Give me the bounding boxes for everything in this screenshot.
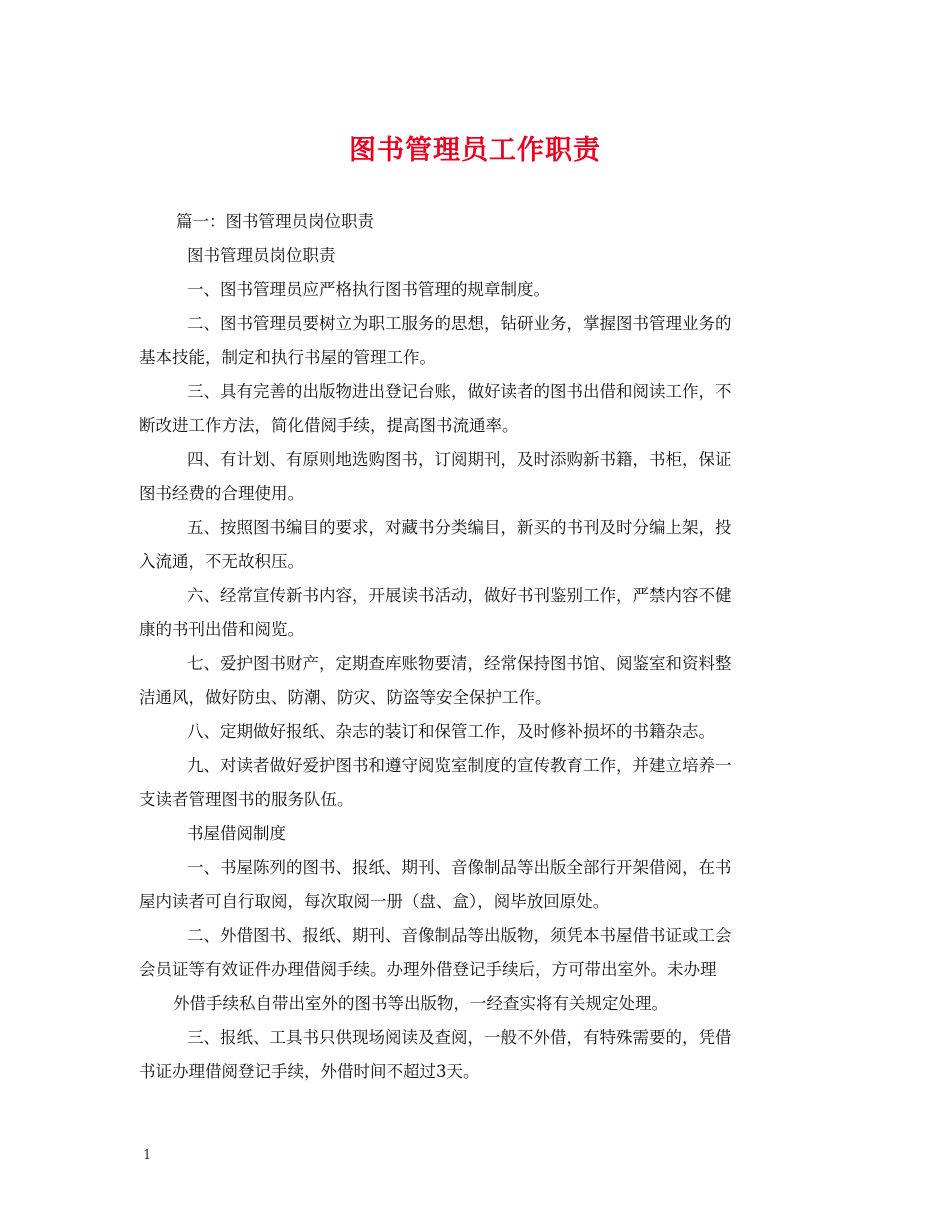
paragraph-line: 九、对读者做好爱护图书和遵守阅览室制度的宣传教育工作，并建立培养一 (187, 756, 732, 775)
paragraph-line: 六、经常宣传新书内容，开展读书活动，做好书刊鉴别工作，严禁内容不健 (187, 586, 732, 605)
paragraph-line: 二、图书管理员要树立为职工服务的思想，钻研业务，掌握图书管理业务的 (187, 314, 732, 333)
paragraph-line: 断改进工作方法，简化借阅手续，提高图书流通率。 (139, 416, 519, 435)
paragraph-line: 二、外借图书、报纸、期刊、音像制品等出版物，须凭本书屋借书证或工会 (187, 926, 732, 945)
paragraph-line: 外借手续私自带出室外的图书等出版物，一经查实将有关规定处理。 (173, 994, 668, 1013)
subsection-heading: 图书管理员岗位职责 (187, 246, 336, 265)
paragraph-line: 康的书刊出借和阅览。 (139, 620, 304, 639)
paragraph-line: 屋内读者可自行取阅，每次取阅一册（盘、盒），阅毕放回原处。 (139, 892, 610, 911)
paragraph-line: 三、具有完善的出版物进出登记台账，做好读者的图书出借和阅读工作，不 (187, 382, 732, 401)
document-title: 图书管理员工作职责 (349, 135, 601, 166)
paragraph-line: 七、爱护图书财产，定期查库账物要清，经常保持图书馆、阅鉴室和资料整 (187, 654, 732, 673)
paragraph-line: 一、书屋陈列的图书、报纸、期刊、音像制品等出版全部行开架借阅，在书 (187, 858, 732, 877)
subsection-heading: 书屋借阅制度 (187, 824, 286, 843)
paragraph-line: 一、图书管理员应严格执行图书管理的规章制度。 (187, 280, 550, 299)
paragraph-line: 书证办理借阅登记手续，外借时间不超过3天。 (139, 1062, 480, 1081)
paragraph-line: 八、定期做好报纸、杂志的装订和保管工作，及时修补损坏的书籍杂志。 (187, 722, 715, 741)
document-body (139, 205, 811, 1089)
page-number: 1 (143, 1148, 152, 1163)
paragraph-line: 入流通，不无故积压。 (139, 552, 304, 571)
paragraph-line: 图书经费的合理使用。 (139, 484, 304, 503)
paragraph-line: 支读者管理图书的服务队伍。 (139, 790, 354, 809)
paragraph-line: 三、报纸、工具书只供现场阅读及查阅，一般不外借，有特殊需要的，凭借 (187, 1028, 732, 1047)
paragraph-line: 洁通风，做好防虫、防潮、防灾、防盗等安全保护工作。 (139, 688, 552, 707)
paragraph-line: 基本技能，制定和执行书屋的管理工作。 (139, 348, 436, 367)
section-heading: 篇一：图书管理员岗位职责 (176, 212, 374, 231)
paragraph-line: 会员证等有效证件办理借阅手续。办理外借登记手续后，方可带出室外。未办理 (139, 960, 717, 979)
paragraph-line: 五、按照图书编目的要求，对藏书分类编目，新买的书刊及时分编上架，投 (187, 518, 732, 537)
paragraph-line: 四、有计划、有原则地选购图书，订阅期刊，及时添购新书籍，书柜，保证 (187, 450, 732, 469)
